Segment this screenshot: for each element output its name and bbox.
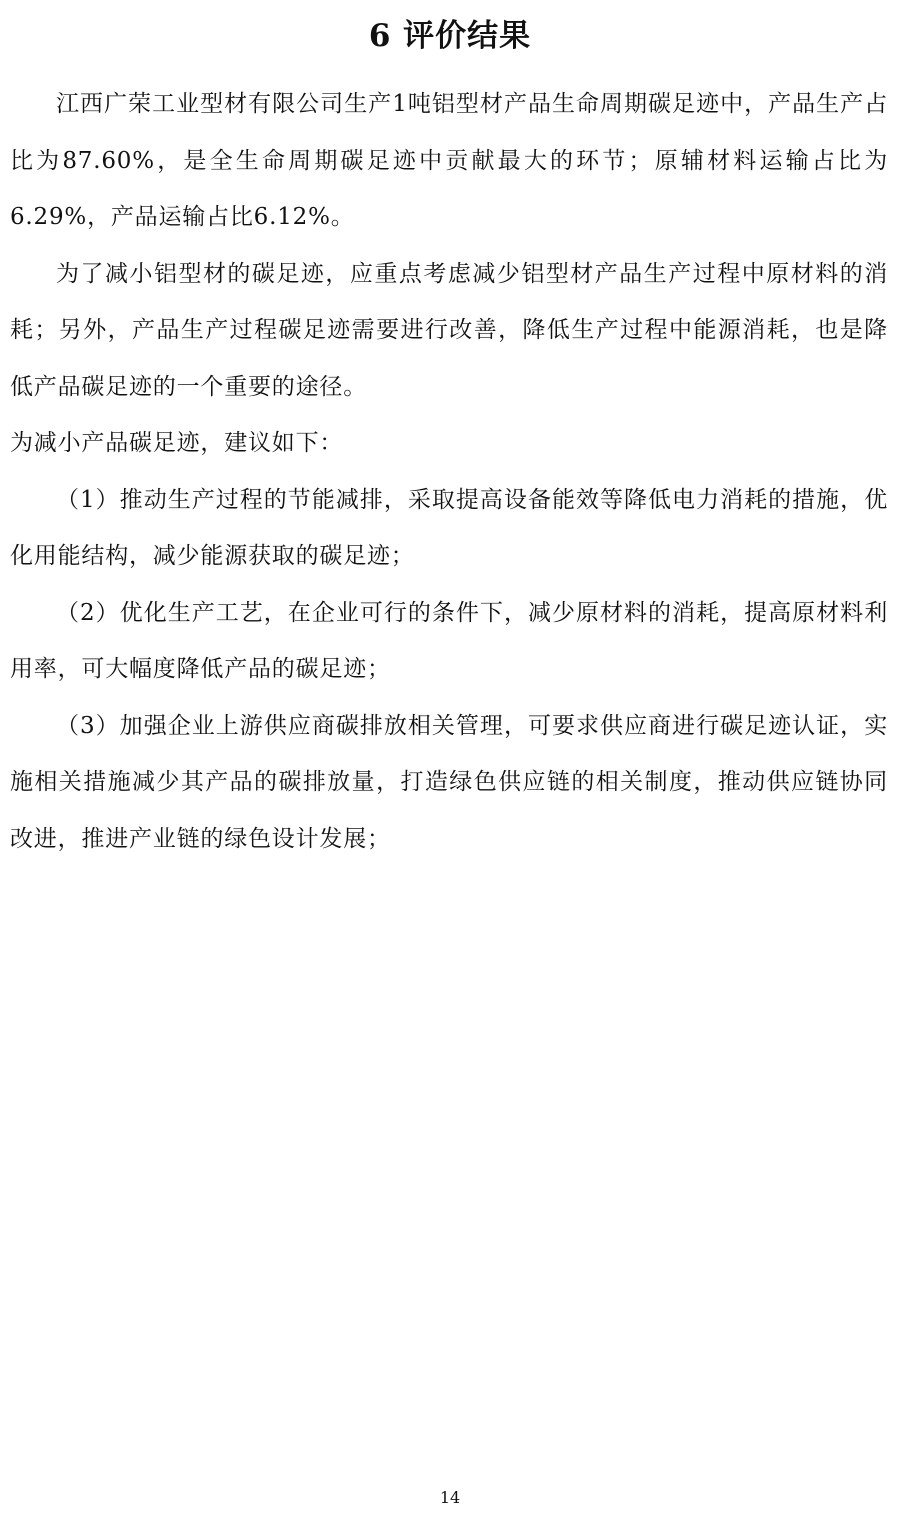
document-body [10, 76, 888, 867]
section-heading: 6 评价结果 [368, 18, 532, 54]
list-item-suggestion-3: （3）加强企业上游供应商碳排放相关管理，可要求供应商进行碳足迹认证，实施相关措施减少其产品的碳排放量，打造绿色供应链的相关制度，推动供应链协同改进，推进产业链的绿色设计发展； [10, 712, 888, 852]
list-item-suggestion-1: （1）推动生产过程的节能减排，采取提高设备能效等降低电力消耗的措施，优化用能结构，减少能源获取的碳足迹； [10, 486, 888, 569]
paragraph-reduction-focus: 为了减小铝型材的碳足迹，应重点考虑减少铝型材产品生产过程中原材料的消耗；另外，产品生产过程碳足迹需要进行改善，降低生产过程中能源消耗，也是降低产品碳足迹的一个重要的途径。 [10, 260, 888, 400]
page-number: 14 [439, 1488, 461, 1507]
paragraph-suggestions-intro: 为减小产品碳足迹，建议如下： [10, 430, 344, 456]
paragraph-results-summary: 江西广荣工业型材有限公司生产1吨铝型材产品生命周期碳足迹中，产品生产占比为87.60%，是全生命周期碳足迹中贡献最大的环节；原辅材料运输占比为6.29%，产品运输占比6.12%。 [10, 91, 888, 230]
list-item-suggestion-2: （2）优化生产工艺，在企业可行的条件下，减少原材料的消耗，提高原材料利用率，可大幅度降低产品的碳足迹； [10, 599, 888, 682]
